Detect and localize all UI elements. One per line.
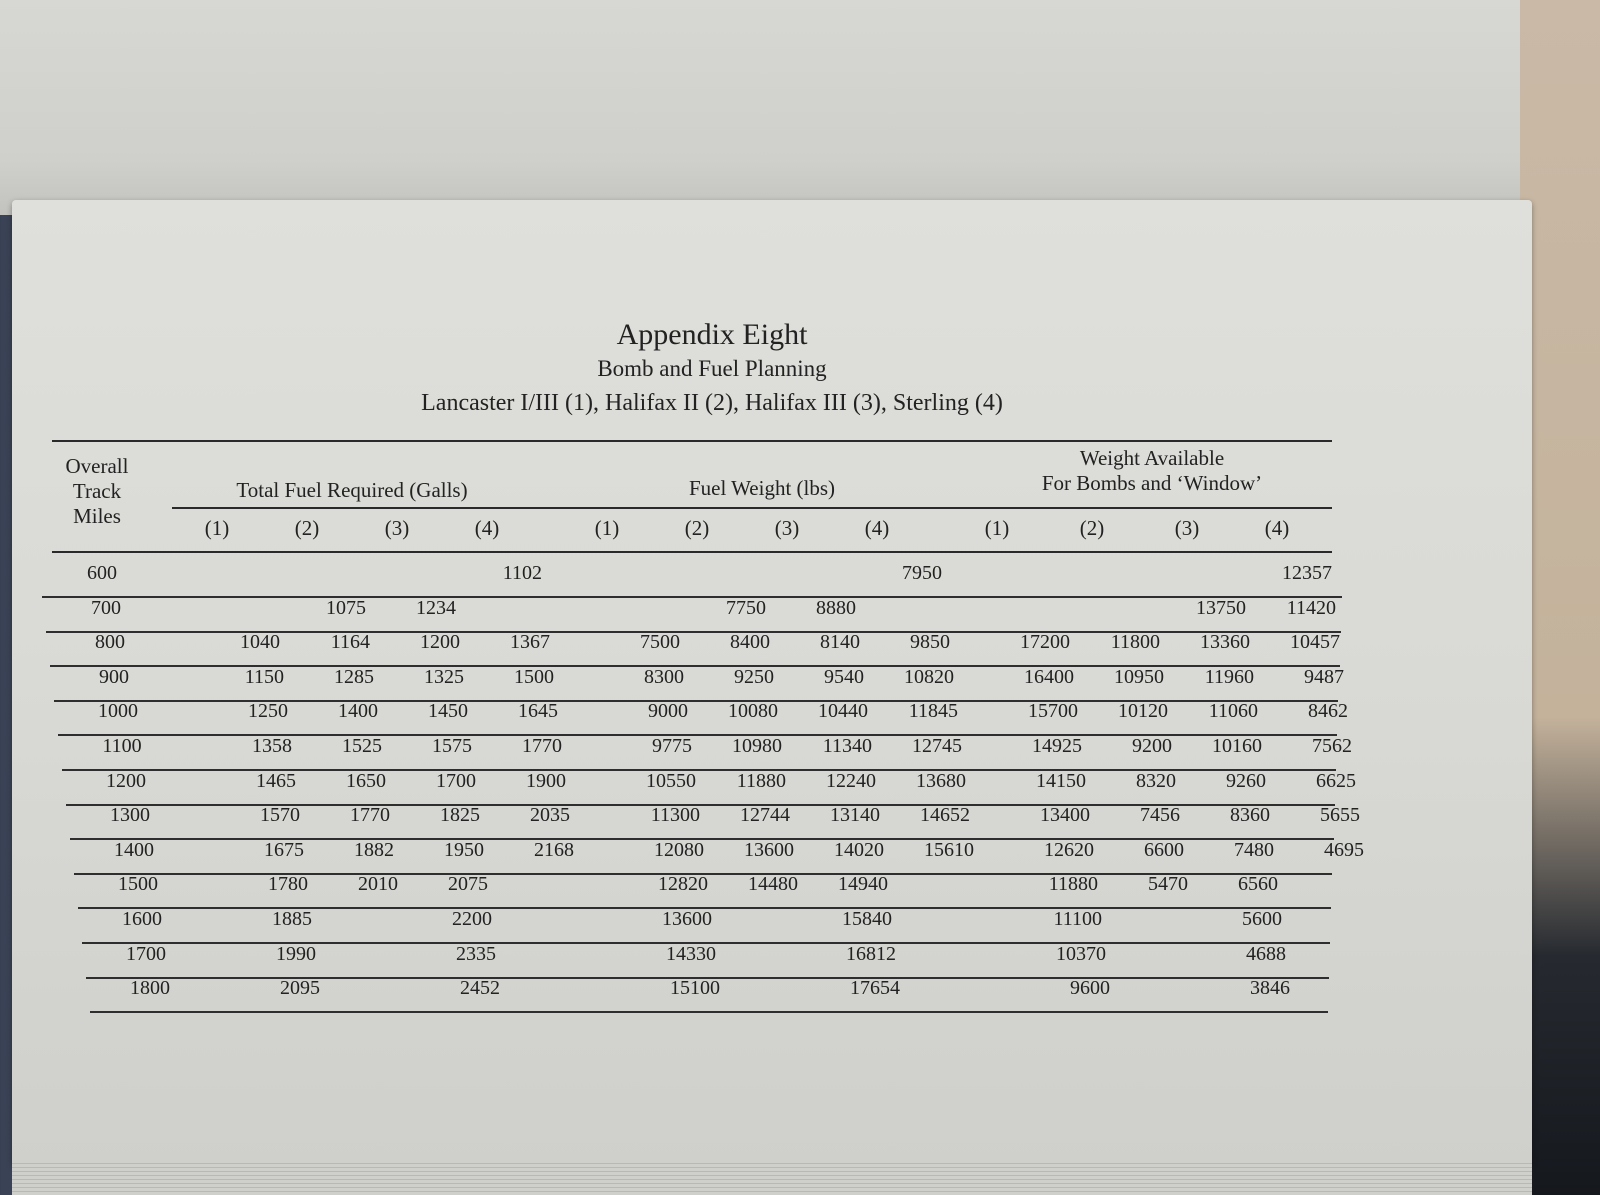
miles-cell: 1500 <box>118 873 158 896</box>
bombs-cell: 10160 <box>1212 735 1262 757</box>
fuel-weight-header: Fuel Weight (lbs) <box>688 476 836 500</box>
table-row <box>72 735 1352 765</box>
miles-cell: 900 <box>99 665 129 688</box>
fuel-cell: 1570 <box>260 804 300 827</box>
weight-cell: 8140 <box>820 631 860 654</box>
weight-cell: 12745 <box>912 735 962 757</box>
weight-cell: 12080 <box>654 838 704 861</box>
fuel-cell: 1200 <box>420 631 460 654</box>
fuel-cell: 2200 <box>452 908 492 930</box>
bombs-cell: 12357 <box>1282 562 1332 584</box>
miles-cell: 1300 <box>110 804 150 827</box>
bombs-cell: 7480 <box>1234 838 1274 861</box>
bombs-cell: 5470 <box>1148 873 1188 896</box>
weight-cell: 11845 <box>908 700 958 723</box>
fuel-cell: 1450 <box>428 700 468 723</box>
bombs-cell: 7456 <box>1140 804 1180 827</box>
table-row <box>80 804 1360 834</box>
table-row <box>76 769 1356 800</box>
bombs-cell: 8462 <box>1308 700 1348 723</box>
miles-cell: 1700 <box>126 942 166 965</box>
weight-cell: 14020 <box>834 838 884 861</box>
fuel-cell: 1040 <box>240 631 280 654</box>
weight-cell: 13680 <box>916 769 966 792</box>
bombs-cell: 9600 <box>1070 977 1110 1000</box>
fuel-cell: 1770 <box>350 804 390 827</box>
miles-cell: 1400 <box>114 838 154 861</box>
bombs-cell: 11880 <box>1048 873 1098 896</box>
fuel-cell: 1575 <box>432 735 472 757</box>
bombs-cell: 5655 <box>1320 804 1360 827</box>
weight-cell: 12744 <box>740 804 790 827</box>
miles-cell: 1600 <box>122 908 162 930</box>
bombs-cell: 8360 <box>1230 804 1270 827</box>
fuel-required-header: Total Fuel Required (Galls) <box>236 478 468 502</box>
bombs-header: Weight Available For Bombs and ‘Window’ <box>1041 446 1263 495</box>
fuel-cell: 1250 <box>248 700 288 723</box>
fuel-cell: 1234 <box>416 596 456 619</box>
bombs-cell: 3846 <box>1250 977 1290 1000</box>
weight-cell: 10820 <box>904 665 954 688</box>
weight-cell: 14940 <box>838 873 888 896</box>
bombs-cell: 13360 <box>1200 631 1250 654</box>
miles-cell: 1000 <box>98 700 138 723</box>
weight-cell: 14652 <box>920 804 970 827</box>
bombs-cell: 11060 <box>1208 700 1258 723</box>
weight-cell: 15610 <box>924 838 974 861</box>
miles-cell: 700 <box>91 596 121 619</box>
weight-cell: 10980 <box>732 735 782 757</box>
miles-header: Overall Track Miles <box>65 454 129 528</box>
weight-cell: 7950 <box>902 562 942 584</box>
book-page: Appendix Eight Bomb and Fuel Planning Lancaster I/III (1), Halifax II (2), Halifax III (3), Sterling (4) Overall Track Miles Total Fuel Required (Galls) Fuel Weight (lbs) Weight Available For Bombs and ‘Window’ (1) (2) (3) (4) (1) (2) (3) (4) (1) (2) (3) (4) 600 1102 7950 12357 700 1075 1234 7750 8880 13750 11420 800 1040 1164 1200 1367 7500 8400 8140 9850 17200 11800 13360 10457 900 1150 1285 1325 1500 8300 9250 9540 10820 16400 10950 11960 9487 1000 1250 1400 1450 1645 9000 10080 10440 11845 15700 10120 11060 8462 1100 1358 1525 1575 1770 9775 10980 11340 12745 14925 9200 10160 7562 1200 1465 1650 1700 1900 10550 11880 12240 13680 14150 8320 9260 6625 1300 1570 1770 1825 2035 11300 12744 13140 14652 13400 7456 8360 5655 1400 1675 1882 1950 2168 12080 13600 14020 15610 12620 6600 7480 4695 1500 1780 2010 2075 12820 14480 14940 11880 5470 6560 1600 1885 2200 13600 15840 11100 5600 1700 1990 2335 14330 16812 10370 4688 1800 2095 2452 15100 17654 9600 3846 <box>12 200 1532 1165</box>
fuel-cell: 1150 <box>244 665 284 688</box>
weight-cell: 9540 <box>824 665 864 688</box>
bombs-cell: 16400 <box>1024 665 1074 688</box>
header-group-rule <box>172 507 1332 509</box>
facing-page <box>0 0 1520 215</box>
fuel-cell: 2452 <box>460 977 500 1000</box>
bombs-cell: 4695 <box>1324 838 1364 861</box>
bombs-cell: 10950 <box>1114 665 1164 688</box>
weight-cell: 9000 <box>648 700 688 723</box>
fuel-cell: 2035 <box>530 804 570 827</box>
fuel-cell: 1075 <box>326 596 366 619</box>
weight-cell: 15840 <box>842 908 892 930</box>
bombs-cell: 10120 <box>1118 700 1168 723</box>
fuel-cell: 1950 <box>444 838 484 861</box>
bombs-cell: 9260 <box>1226 769 1266 792</box>
fuel-cell: 1358 <box>252 735 292 757</box>
weight-cell: 13600 <box>744 838 794 861</box>
weight-cell: 14480 <box>748 873 798 896</box>
fuel-cell: 1500 <box>514 665 554 688</box>
bombs-cell: 13400 <box>1040 804 1090 827</box>
bombs-cell: 6600 <box>1144 838 1184 861</box>
fuel-cell: 1400 <box>338 700 378 723</box>
bombs-cell: 11960 <box>1204 665 1254 688</box>
bombs-cell: 4688 <box>1246 942 1286 965</box>
weight-cell: 10440 <box>818 700 868 723</box>
table-row <box>92 908 1320 938</box>
header-bottom-rule <box>52 551 1332 553</box>
table-top-rule <box>52 440 1332 442</box>
table-row <box>100 977 1318 1007</box>
bombs-cell: 14925 <box>1032 735 1082 757</box>
fuel-cell: 2095 <box>280 977 320 1000</box>
bombs-cell: 11420 <box>1286 596 1336 619</box>
fuel-cell: 2168 <box>534 838 574 861</box>
fuel-cell: 1650 <box>346 769 386 792</box>
bombs-cell: 14150 <box>1036 769 1086 792</box>
bombs-cell: 10370 <box>1056 942 1106 965</box>
weight-cell: 15100 <box>670 977 720 1000</box>
weight-cell: 8880 <box>816 596 856 619</box>
bombs-cell: 5600 <box>1242 908 1282 930</box>
fuel-cell: 2335 <box>456 942 496 965</box>
bombs-cell: 6625 <box>1316 769 1356 792</box>
weight-cell: 13600 <box>662 908 712 930</box>
bombs-cell: 11100 <box>1053 908 1102 930</box>
fuel-cell: 1325 <box>424 665 464 688</box>
bombs-cell: 13750 <box>1196 596 1246 619</box>
bombs-cell: 10457 <box>1290 631 1340 654</box>
table-row <box>96 943 1319 973</box>
page-stack-edge <box>12 1160 1532 1195</box>
table-row <box>64 665 1344 696</box>
weight-cell: 9250 <box>734 665 774 688</box>
weight-cell: 8400 <box>730 631 770 654</box>
weight-cell: 9850 <box>910 631 950 654</box>
fuel-cell: 1900 <box>526 769 566 792</box>
fuel-cell: 1164 <box>330 631 370 654</box>
fuel-cell: 1367 <box>510 631 550 654</box>
bombs-cell: 9487 <box>1304 665 1344 688</box>
fuel-cell: 1465 <box>256 769 296 792</box>
aircraft-legend: Lancaster I/III (1), Halifax II (2), Halifax III (3), Sterling (4) <box>421 390 1003 416</box>
weight-cell: 13140 <box>830 804 880 827</box>
table-row <box>60 631 1340 661</box>
fuel-cell: 1645 <box>518 700 558 723</box>
fuel-cell: 1525 <box>342 735 382 757</box>
weight-cell: 11880 <box>736 769 786 792</box>
weight-cell: 10080 <box>728 700 778 723</box>
miles-cell: 800 <box>95 631 125 654</box>
miles-cell: 1800 <box>130 977 170 1000</box>
table-row <box>84 838 1364 869</box>
bombs-cell: 8320 <box>1136 769 1176 792</box>
fuel-cell: 1990 <box>276 942 316 965</box>
bombs-cell: 17200 <box>1020 631 1070 654</box>
weight-cell: 7500 <box>640 631 680 654</box>
weight-cell: 16812 <box>846 942 896 965</box>
miles-cell: 1200 <box>106 769 146 792</box>
weight-cell: 14330 <box>666 942 716 965</box>
fuel-cell: 1780 <box>268 873 308 896</box>
weight-cell: 11340 <box>822 735 872 757</box>
weight-cell: 12820 <box>658 873 708 896</box>
weight-cell: 8300 <box>644 665 684 688</box>
miles-cell: 600 <box>87 562 117 584</box>
fuel-cell: 1885 <box>272 908 312 930</box>
bombs-cell: 11800 <box>1110 631 1160 654</box>
weight-cell: 7750 <box>726 596 766 619</box>
fuel-cell: 1675 <box>264 838 304 861</box>
weight-cell: 11300 <box>650 804 700 827</box>
fuel-cell: 1285 <box>334 665 374 688</box>
weight-cell: 9775 <box>652 735 692 757</box>
fuel-cell: 1825 <box>440 804 480 827</box>
fuel-cell: 1882 <box>354 838 394 861</box>
bombs-cell: 7562 <box>1312 735 1352 757</box>
fuel-cell: 1102 <box>502 562 542 584</box>
appendix-title: Appendix Eight <box>616 318 808 351</box>
fuel-cell: 2010 <box>358 873 398 896</box>
bombs-cell: 12620 <box>1044 838 1094 861</box>
table-row <box>56 596 1336 627</box>
bombs-cell: 15700 <box>1028 700 1078 723</box>
fuel-cell: 2075 <box>448 873 488 896</box>
weight-cell: 12240 <box>826 769 876 792</box>
row-divider <box>90 1011 1328 1013</box>
miles-cell: 1100 <box>102 735 142 757</box>
weight-cell: 17654 <box>850 977 900 1000</box>
bombs-cell: 6560 <box>1238 873 1278 896</box>
fuel-cell: 1770 <box>522 735 562 757</box>
table-row <box>52 562 1332 592</box>
bombs-cell: 9200 <box>1132 735 1172 757</box>
appendix-subtitle: Bomb and Fuel Planning <box>597 356 827 381</box>
table-row <box>88 873 1321 903</box>
table-row <box>68 700 1348 730</box>
fuel-cell: 1700 <box>436 769 476 792</box>
weight-cell: 10550 <box>646 769 696 792</box>
